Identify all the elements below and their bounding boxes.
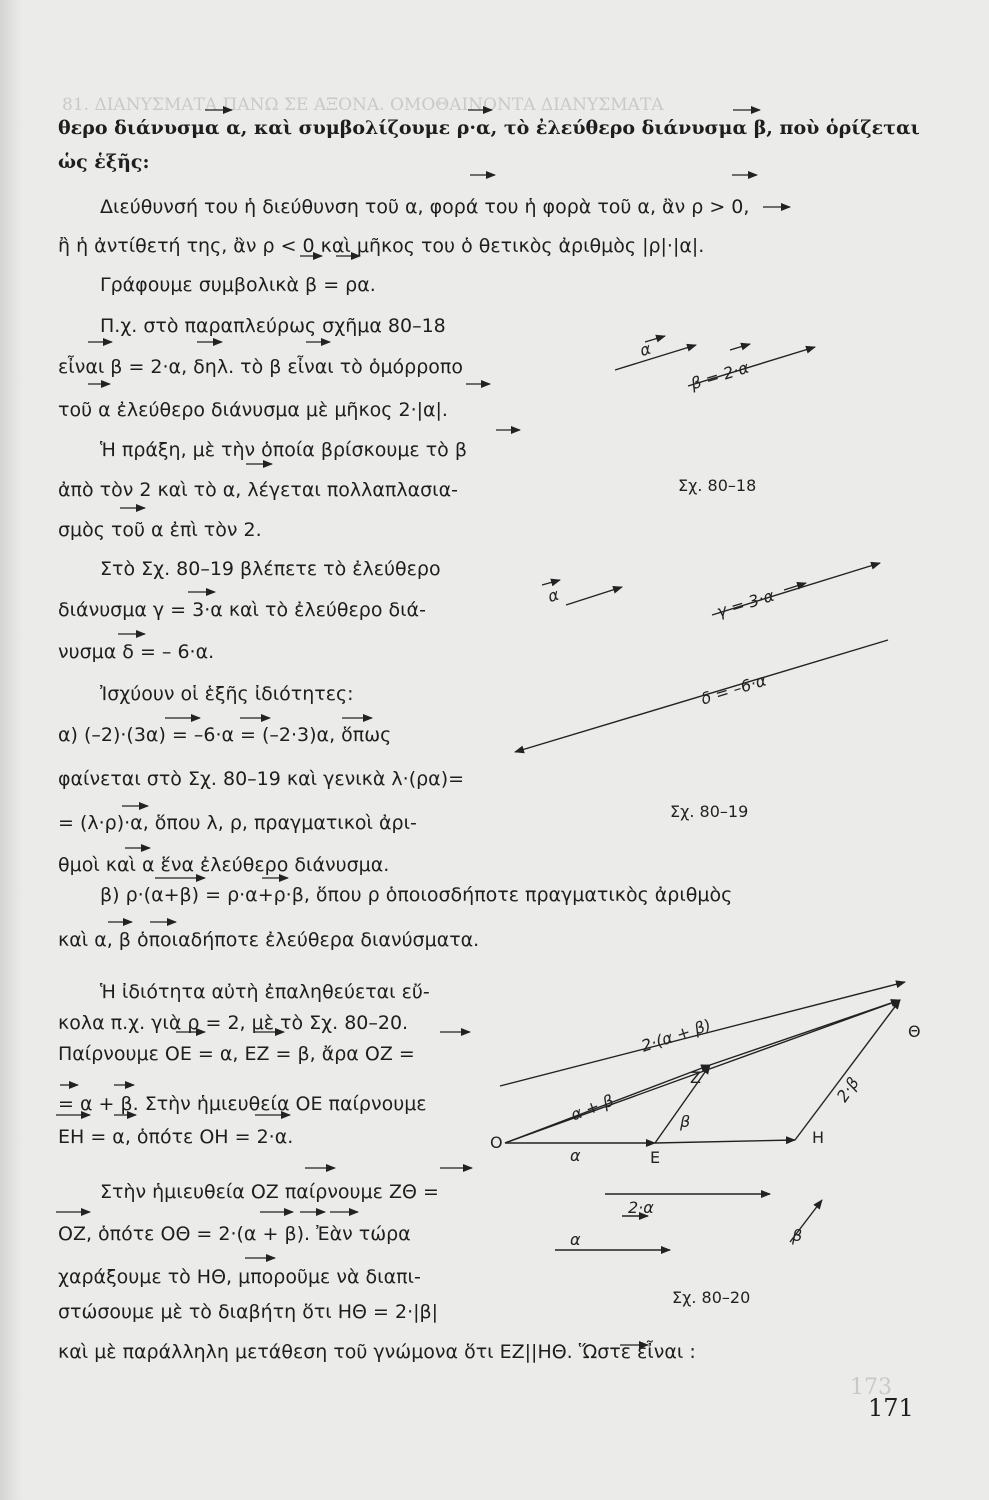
fig20-label-alpha: α	[570, 1146, 581, 1165]
fig18-label-beta: β = 2·α	[688, 357, 752, 394]
text-line-18: = (λ·ρ)·α, ὅπου λ, ρ, πραγματικοὶ ἀρι-	[58, 812, 417, 834]
text-line-4: ἢ ἡ ἀντίθετή της, ἂν ρ < 0 καὶ μῆκος του ὁ θετικὸς ἀριθμὸς |ρ|·|α|.	[58, 235, 705, 257]
text-line-10: ἀπὸ τὸν 2 καὶ τὸ α, λέγεται πολλαπλασια-	[58, 479, 458, 501]
text-line-7: εἶναι β = 2·α, δηλ. τὸ β εἶναι τὸ ὁμόρροπο	[58, 356, 463, 378]
fig20-caption: Σχ. 80–20	[672, 1288, 751, 1307]
fig18-caption: Σχ. 80–18	[678, 476, 757, 495]
text-line-9: Ἡ πράξη, μὲ τὴν ὁποία βρίσκουμε τὸ β	[100, 439, 467, 461]
fig20-label-alpha-small: α	[570, 1230, 581, 1249]
text-line-23: κολα π.χ. γιὰ ρ = 2, μὲ τὸ Σχ. 80–20.	[58, 1012, 409, 1034]
fig20-label-2-beta: 2·β	[832, 1073, 863, 1106]
fig20-label-beta-small: β	[792, 1226, 803, 1245]
text-line-13: διάνυσμα γ = 3·α καὶ τὸ ἐλεύθερο διά-	[58, 599, 426, 621]
text-line-26: ΕΗ = α, ὁπότε ΟΗ = 2·α.	[58, 1126, 294, 1148]
text-line-20: β) ρ·(α+β) = ρ·α+ρ·β, ὅπου ρ ὁποιοσδήποτε πραγματικὸς ἀριθμὸς	[100, 884, 733, 906]
page-number: 171	[868, 1394, 914, 1422]
fig19-label-gamma: γ = 3·α	[714, 585, 777, 622]
figure-80-19	[515, 563, 888, 752]
text-line-2: ὡς ἑξῆς:	[58, 151, 150, 173]
text-line-24: Παίρνουμε ΟΕ = α, ΕΖ = β, ἄρα ΟΖ =	[58, 1043, 415, 1065]
text-line-14: νυσμα δ = – 6·α.	[58, 641, 215, 663]
fig20-label-2-alpha: 2·α	[628, 1198, 654, 1217]
fig20-point-E: E	[650, 1148, 661, 1167]
text-line-29: χαράξουμε τὸ ΗΘ, μποροῦμε νὰ διαπι-	[58, 1266, 421, 1288]
bleed-through-page-number: 173	[850, 1375, 892, 1400]
text-line-28: ΟΖ, ὁπότε ΟΘ = 2·(α + β). Ἐὰν τώρα	[58, 1223, 411, 1245]
text-line-12: Στὸ Σχ. 80–19 βλέπετε τὸ ἐλεύθερο	[100, 558, 441, 580]
text-line-16: α) (–2)·(3α) = –6·α = (–2·3)α, ὅπως	[58, 724, 392, 746]
text-line-3: Διεύθυνσή του ἡ διεύθυνση τοῦ α, φορά του ἡ φορὰ τοῦ α, ἂν ρ > 0,	[100, 196, 750, 218]
text-line-17: φαίνεται στὸ Σχ. 80–19 καὶ γενικὰ λ·(ρα)=	[58, 768, 465, 790]
text-line-6: Π.χ. στὸ παραπλεύρως σχῆμα 80–18	[100, 315, 446, 337]
fig20-label-beta: β	[680, 1112, 691, 1131]
text-line-31: καὶ μὲ παράλληλη μετάθεση τοῦ γνώμονα ὅτι ΕΖ||ΗΘ. Ὥστε εἶναι :	[58, 1341, 696, 1363]
fig20-point-O: O	[490, 1133, 503, 1152]
text-line-21: καὶ α, β ὁποιαδήποτε ἐλεύθερα διανύσματα.	[58, 929, 480, 951]
fig19-label-delta: δ = –6·α	[698, 670, 769, 709]
fig20-point-H: H	[812, 1128, 825, 1147]
fig19-label-alpha: α	[545, 584, 562, 607]
text-line-15: Ἰσχύουν οἱ ἑξῆς ἰδιότητες:	[100, 683, 354, 705]
fig18-label-alpha: α	[637, 338, 654, 361]
bleed-through-text: 81. ΔΙΑΝΥΣΜΑΤΑ ΠΑΝΩ ΣΕ ΑΞΟΝΑ. ΟΜΟΘΑΙΝΟΝΤΑ ΔΙΑΝΥΣΜΑΤΑ	[62, 95, 664, 115]
text-line-25: = α + β. Στὴν ἡμιευθεία ΟΕ παίρνουμε	[58, 1093, 427, 1115]
fig20-label-alpha-plus-beta: α + β	[568, 1090, 617, 1125]
text-line-22: Ἡ ἰδιότητα αὐτὴ ἐπαληθεύεται εὔ-	[100, 981, 430, 1003]
fig20-label-2-alpha-plus-beta: 2·(α + β)	[638, 1015, 714, 1056]
text-line-30: στώσουμε μὲ τὸ διαβήτη ὅτι ΗΘ = 2·|β|	[58, 1301, 439, 1323]
text-line-11: σμὸς τοῦ α ἐπὶ τὸν 2.	[58, 519, 262, 541]
fig20-point-Z: Z	[690, 1068, 701, 1087]
text-line-27: Στὴν ἡμιευθεία ΟΖ παίρνουμε ΖΘ =	[100, 1181, 439, 1203]
text-line-8: τοῦ α ἐλεύθερο διάνυσμα μὲ μῆκος 2·|α|.	[58, 399, 448, 421]
text-line-5: Γράφουμε συμβολικὰ β = ρα.	[100, 274, 376, 296]
text-line-19: θμοὶ καὶ α ἕνα ἐλεύθερο διάνυσμα.	[58, 854, 390, 876]
fig20-point-Theta: Θ	[908, 1022, 921, 1041]
text-line-1: θερο διάνυσμα α, καὶ συμβολίζουμε ρ·α, τὸ ἐλεύθερο διάνυσμα β, ποὺ ὁρίζεται	[58, 117, 920, 139]
fig19-caption: Σχ. 80–19	[670, 802, 749, 821]
